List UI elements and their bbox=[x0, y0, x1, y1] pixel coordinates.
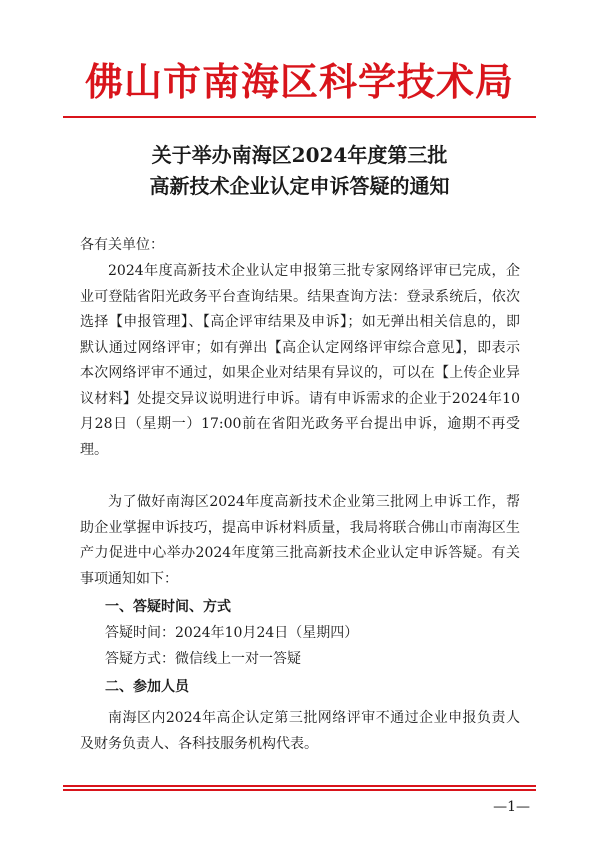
section-2-heading: 二、参加人员 bbox=[105, 679, 189, 695]
footer-red-rule-bottom bbox=[63, 789, 536, 791]
document-title-line-2: 高新技术企业认定申诉答疑的通知 bbox=[149, 174, 450, 198]
footer-red-rule-top bbox=[63, 785, 536, 787]
section-2-text: 南海区内2024年高企认定第三批网络评审不通过企业申报负责人及财务负责人、各科技服务机构代表。 bbox=[80, 710, 520, 752]
section-1-time: 答疑时间：2024年10月24日（星期四） bbox=[105, 625, 359, 641]
section-1-method: 答疑方式：微信线上一对一答疑 bbox=[105, 651, 301, 667]
body-paragraph-1: 2024年度高新技术企业认定申报第三批专家网络评审已完成，企业可登陆省阳光政务平台查询结果。结果查询方法：登录系统后，依次选择【申报管理】、【高企评审结果及申诉】；如无弹出相关信息的，即默认通过网络评审；如有弹出【高企认定网络评审综合意见】，即表示本次网络评审不通过，如果企业对结果有异议的，可以在【上传企业异议材料】处提交异议说明进行申诉。请有申诉需求的企业于2024年10月28日（星期一）17:00前在省阳光政务平台提出申诉，逾期不再受理。 bbox=[80, 263, 520, 458]
org-letterhead-title: 佛山市南海区科学技术局 bbox=[84, 60, 514, 104]
body-paragraph-2: 为了做好南海区2024年度高新技术企业第三批网上申诉工作，帮助企业掌握申诉技巧，提高申诉材料质量，我局将联合佛山市南海区生产力促进中心举办2024年度第三批高新技术企业认定申诉答疑。有关事项通知如下： bbox=[80, 494, 520, 587]
section-1-heading: 一、答疑时间、方式 bbox=[105, 599, 231, 615]
salutation: 各有关单位： bbox=[80, 237, 164, 253]
page-number: —1— bbox=[493, 799, 530, 815]
document-title-line-1: 关于举办南海区2024年度第三批 bbox=[151, 143, 448, 167]
letterhead-red-rule bbox=[63, 116, 536, 118]
